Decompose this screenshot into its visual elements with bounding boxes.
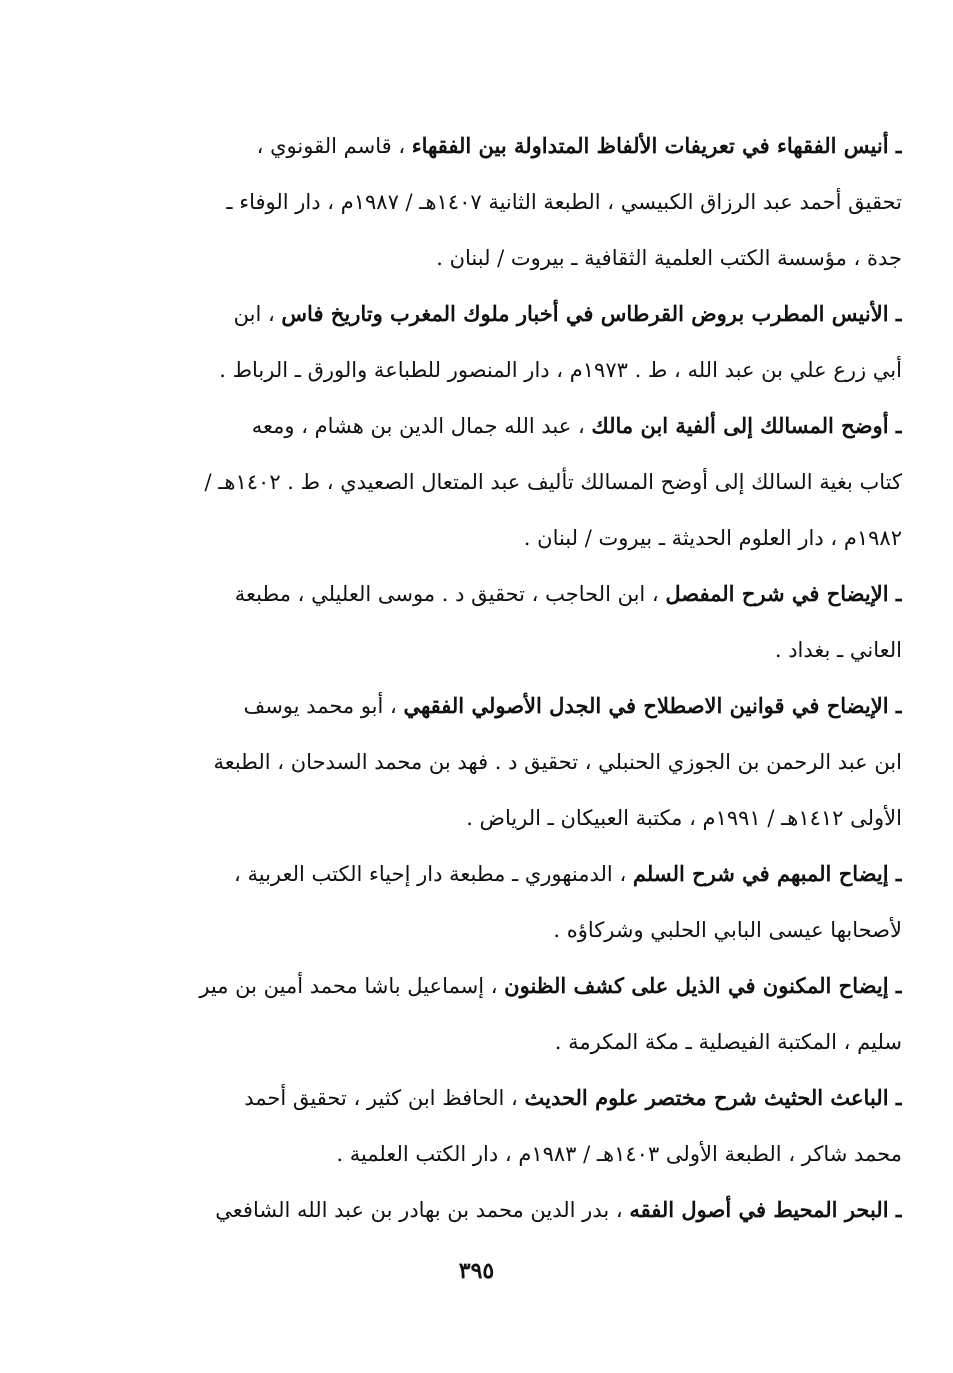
entry-line: ابن عبد الرحمن بن الجوزي الحنبلي ، تحقيق د . فهد بن محمد السدحان ، الطبعة — [213, 750, 902, 774]
entry-first-line — [150, 958, 902, 1014]
entry-first-line — [150, 398, 902, 454]
entry-details: ، إسماعيل باشا محمد أمين بن مير — [199, 974, 505, 998]
entry-first-line — [150, 846, 902, 902]
entry-details: ، قاسم القونوي ، — [256, 134, 412, 158]
entry-title: ـ إيضاح المكنون في الذيل على كشف الظنون — [504, 973, 902, 998]
entry-first-line — [150, 1070, 902, 1126]
entry-first-line — [150, 678, 902, 734]
page-number: ٣٩٥ — [458, 1258, 495, 1284]
bibliography-entry — [150, 958, 902, 1070]
entry-title: ـ الإيضاح في قوانين الاصطلاح في الجدل الأصولي الفقهي — [403, 693, 902, 718]
entry-title: ـ البحر المحيط في أصول الفقه — [629, 1197, 902, 1222]
bibliography-entry — [150, 1070, 902, 1182]
entry-details: ، أبو محمد يوسف — [243, 694, 404, 718]
entry-line: العاني ـ بغداد . — [774, 638, 902, 662]
entry-title: ـ أوضح المسالك إلى ألفية ابن مالك — [591, 413, 902, 438]
bibliography-entry — [150, 286, 902, 398]
entry-first-line — [150, 566, 902, 622]
entry-title: ـ الباعث الحثيث شرح مختصر علوم الحديث — [524, 1085, 902, 1110]
entry-line: كتاب بغية السالك إلى أوضح المسالك تأليف عبد المتعال الصعيدي ، ط . ١٤٠٢هـ / — [204, 470, 902, 494]
entry-details: ، ابن — [233, 302, 282, 326]
entry-line: جدة ، مؤسسة الكتب العلمية الثقافية ـ بيروت / لبنان . — [436, 246, 902, 270]
bibliography-entry — [150, 566, 902, 678]
entry-line: تحقيق أحمد عبد الرزاق الكبيسي ، الطبعة الثانية ١٤٠٧هـ / ١٩٨٧م ، دار الوفاء ـ — [226, 190, 902, 214]
entry-first-line — [150, 118, 902, 174]
entry-details: ، بدر الدين محمد بن بهادر بن عبد الله الشافعي — [215, 1198, 630, 1222]
entry-title: ـ الإيضاح في شرح المفصل — [665, 581, 902, 606]
bibliography-list — [150, 118, 902, 1238]
entry-details: ، الدمنهوري ـ مطبعة دار إحياء الكتب العربية ، — [234, 862, 633, 886]
bibliography-entry — [150, 398, 902, 566]
entry-title: ـ أنيس الفقهاء في تعريفات الألفاظ المتداولة بين الفقهاء — [411, 133, 902, 158]
entry-first-line — [150, 286, 902, 342]
entry-title: ـ الأنيس المطرب بروض القرطاس في أخبار ملوك المغرب وتاريخ فاس — [281, 301, 902, 326]
entry-line: ١٩٨٢م ، دار العلوم الحديثة ـ بيروت / لبنان . — [523, 526, 902, 550]
entry-details: ، ابن الحاجب ، تحقيق د . موسى العليلي ، مطبعة — [234, 582, 666, 606]
entry-title: ـ إيضاح المبهم في شرح السلم — [632, 861, 902, 886]
bibliography-entry — [150, 1182, 902, 1238]
entry-line: الأولى ١٤١٢هـ / ١٩٩١م ، مكتبة العبيكان ـ الرياض . — [466, 806, 902, 830]
entry-line: لأصحابها عيسى البابي الحلبي وشركاؤه . — [553, 918, 902, 942]
entry-line: محمد شاكر ، الطبعة الأولى ١٤٠٣هـ / ١٩٨٣م ، دار الكتب العلمية . — [336, 1142, 902, 1166]
bibliography-entry — [150, 118, 902, 286]
entry-first-line — [150, 1182, 902, 1238]
entry-line: سليم ، المكتبة الفيصلية ـ مكة المكرمة . — [554, 1030, 902, 1054]
bibliography-entry — [150, 846, 902, 958]
entry-details: ، الحافظ ابن كثير ، تحقيق أحمد — [244, 1086, 525, 1110]
bibliography-entry — [150, 678, 902, 846]
entry-line: أبي زرع علي بن عبد الله ، ط . ١٩٧٣م ، دار المنصور للطباعة والورق ـ الرباط . — [219, 358, 902, 382]
entry-details: ، عبد الله جمال الدين بن هشام ، ومعه — [251, 414, 592, 438]
